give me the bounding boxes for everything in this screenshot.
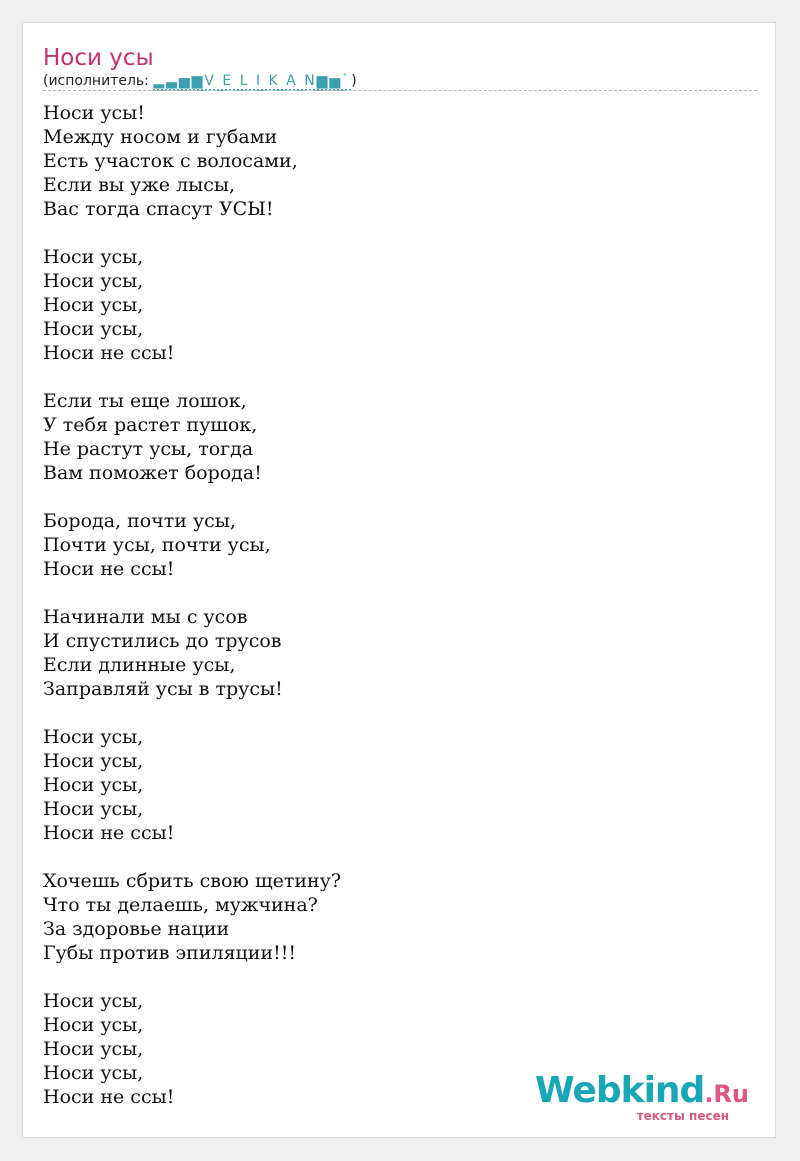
lyric-line: Носи усы,: [43, 750, 144, 772]
lyric-line: Носи не ссы!: [43, 558, 175, 580]
lyric-line: И спустились до трусов: [43, 630, 282, 652]
webkind-logo[interactable]: [535, 1070, 749, 1123]
lyric-line: Носи усы,: [43, 774, 144, 796]
lyric-line: Если ты еще лошок,: [43, 390, 247, 412]
lyric-line: Заправляй усы в трусы!: [43, 678, 283, 700]
lyric-line: Носи не ссы!: [43, 822, 175, 844]
lyric-line: У тебя растет пушок,: [43, 414, 258, 436]
lyric-line: Губы против эпиляции!!!: [43, 942, 297, 964]
lyric-line: Не растут усы, тогда: [43, 438, 254, 460]
lyric-line: Вам поможет борода!: [43, 462, 262, 484]
lyrics-card: [22, 22, 776, 1138]
lyric-line: Вас тогда спасут УСЫ!: [43, 198, 274, 220]
lyric-line: Если длинные усы,: [43, 654, 236, 676]
lyric-line: Носи не ссы!: [43, 342, 175, 364]
lyrics-stanza: [43, 725, 341, 845]
lyric-line: Если вы уже лысы,: [43, 174, 236, 196]
lyric-line: Носи усы,: [43, 1014, 144, 1036]
lyric-line: Носи усы,: [43, 318, 144, 340]
lyric-line: Носи усы,: [43, 1038, 144, 1060]
logo-tld: .Ru: [704, 1080, 749, 1108]
lyric-line: Носи не ссы!: [43, 1086, 175, 1108]
lyric-line: Носи усы,: [43, 798, 144, 820]
lyric-line: Носи усы,: [43, 990, 144, 1012]
lyric-line: За здоровье нации: [43, 918, 230, 940]
lyrics-stanza: [43, 509, 341, 581]
lyric-line: Почти усы, почти усы,: [43, 534, 271, 556]
lyrics-stanza: [43, 869, 341, 965]
song-title: Носи усы: [43, 45, 154, 71]
lyric-line: Носи усы,: [43, 246, 144, 268]
lyrics-stanza: [43, 605, 341, 701]
lyric-line: Что ты делаешь, мужчина?: [43, 894, 318, 916]
logo-tagline: тексты песен: [636, 1109, 729, 1123]
lyric-line: Начинали мы с усов: [43, 606, 248, 628]
lyric-line: Носи усы,: [43, 294, 144, 316]
lyric-line: Борода, почти усы,: [43, 510, 236, 532]
title-divider: [43, 90, 757, 91]
lyric-line: Носи усы,: [43, 1062, 144, 1084]
lyric-line: Хочешь сбрить свою щетину?: [43, 870, 342, 892]
lyrics-stanza: [43, 101, 341, 221]
artist-prefix: (исполнитель:: [43, 73, 154, 89]
lyrics-stanza: [43, 245, 341, 365]
lyric-line: Между носом и губами: [43, 126, 278, 148]
lyrics-text: [43, 101, 341, 1133]
lyric-line: Носи усы,: [43, 726, 144, 748]
logo-brand: Webkind: [535, 1070, 705, 1111]
lyric-line: Носи усы!: [43, 102, 145, 124]
lyric-line: Есть участок с волосами,: [43, 150, 298, 172]
artist-suffix: ): [351, 73, 357, 89]
lyrics-stanza: [43, 389, 341, 485]
artist-line: [43, 71, 357, 91]
lyric-line: Носи усы,: [43, 270, 144, 292]
artist-link[interactable]: ▂▃▅▆V E L I K A N▆▅`: [153, 73, 352, 89]
lyrics-stanza: [43, 989, 341, 1109]
